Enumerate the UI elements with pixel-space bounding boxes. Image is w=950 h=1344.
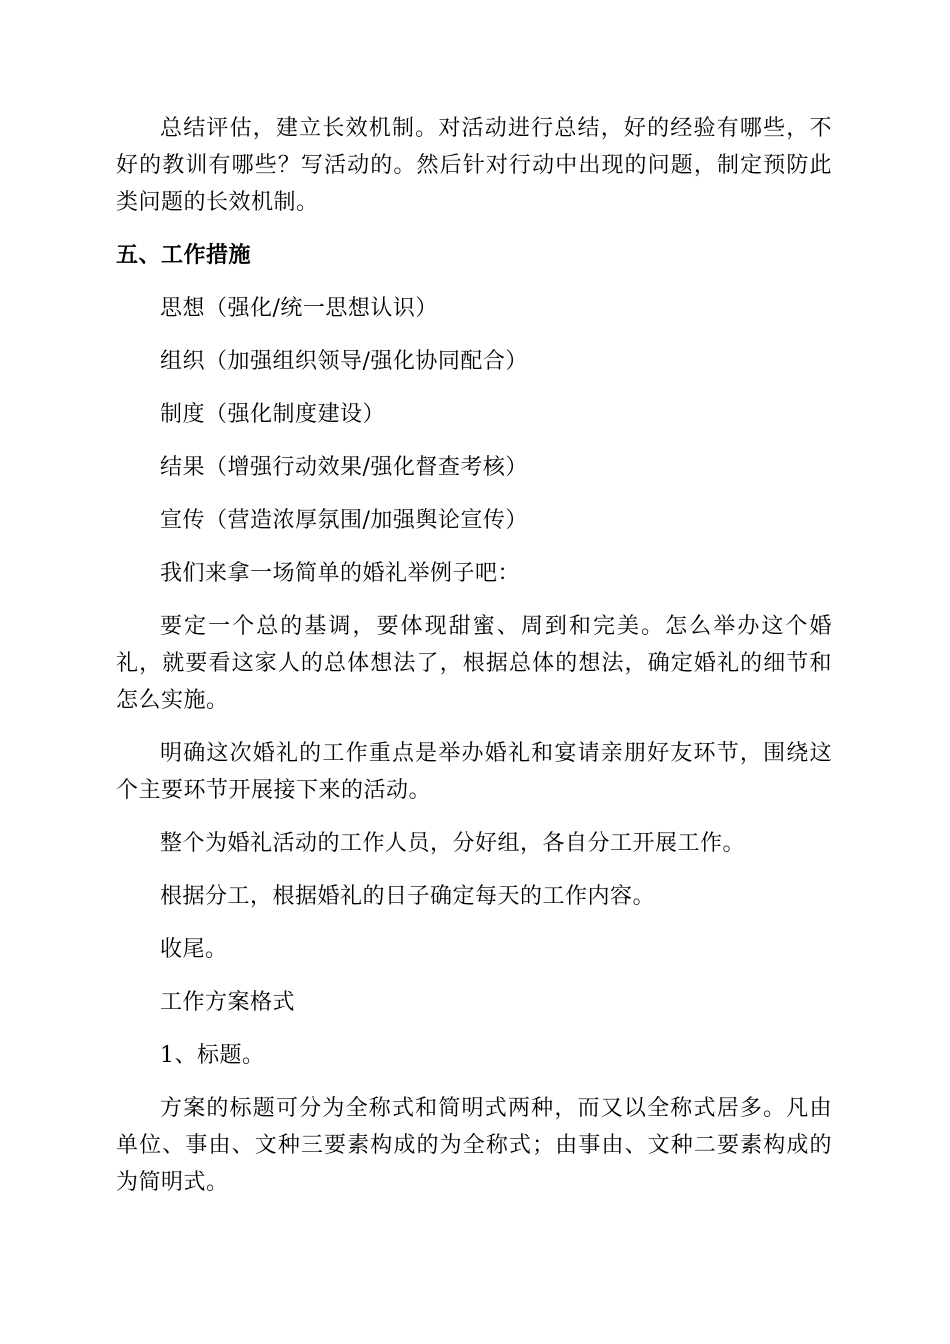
paragraph-title-types: 方案的标题可分为全称式和简明式两种，而又以全称式居多。凡由单位、事由、文种三要素构成的为全称式；由事由、文种二要素构成的为简明式。: [116, 1096, 832, 1195]
paragraph-thought: 思想（强化/统一思想认识）: [160, 296, 438, 321]
paragraph-wedding-schedule: 根据分工，根据婚礼的日子确定每天的工作内容。: [160, 884, 656, 909]
paragraph-item-title: 1、标题。: [160, 1043, 265, 1068]
document-body: [116, 110, 832, 1217]
paragraph-system: 制度（强化制度建设）: [160, 402, 386, 427]
paragraph-result: 结果（增强行动效果/强化督查考核）: [160, 455, 528, 480]
paragraph-organization: 组织（加强组织领导/强化协同配合）: [160, 349, 528, 374]
section-heading-work-measures: 五、工作措施: [116, 243, 252, 268]
paragraph-wedding-staff: 整个为婚礼活动的工作人员，分好组，各自分工开展工作。: [160, 831, 746, 856]
paragraph-wrap-up: 收尾。: [160, 937, 228, 962]
paragraph-format-title: 工作方案格式: [160, 990, 296, 1015]
paragraph-summary-evaluation: 总结评估，建立长效机制。对活动进行总结，好的经验有哪些，不好的教训有哪些？写活动的。然后针对行动中出现的问题，制定预防此类问题的长效机制。: [116, 116, 832, 215]
paragraph-wedding-example-intro: 我们来拿一场简单的婚礼举例子吧：: [160, 561, 521, 586]
paragraph-wedding-tone: 要定一个总的基调，要体现甜蜜、周到和完美。怎么举办这个婚礼，就要看这家人的总体想法了，根据总体的想法，确定婚礼的细节和怎么实施。: [116, 614, 832, 713]
paragraph-publicity: 宣传（营造浓厚氛围/加强舆论宣传）: [160, 508, 528, 533]
paragraph-wedding-focus: 明确这次婚礼的工作重点是举办婚礼和宴请亲朋好友环节，围绕这个主要环节开展接下来的活动。: [116, 741, 832, 803]
